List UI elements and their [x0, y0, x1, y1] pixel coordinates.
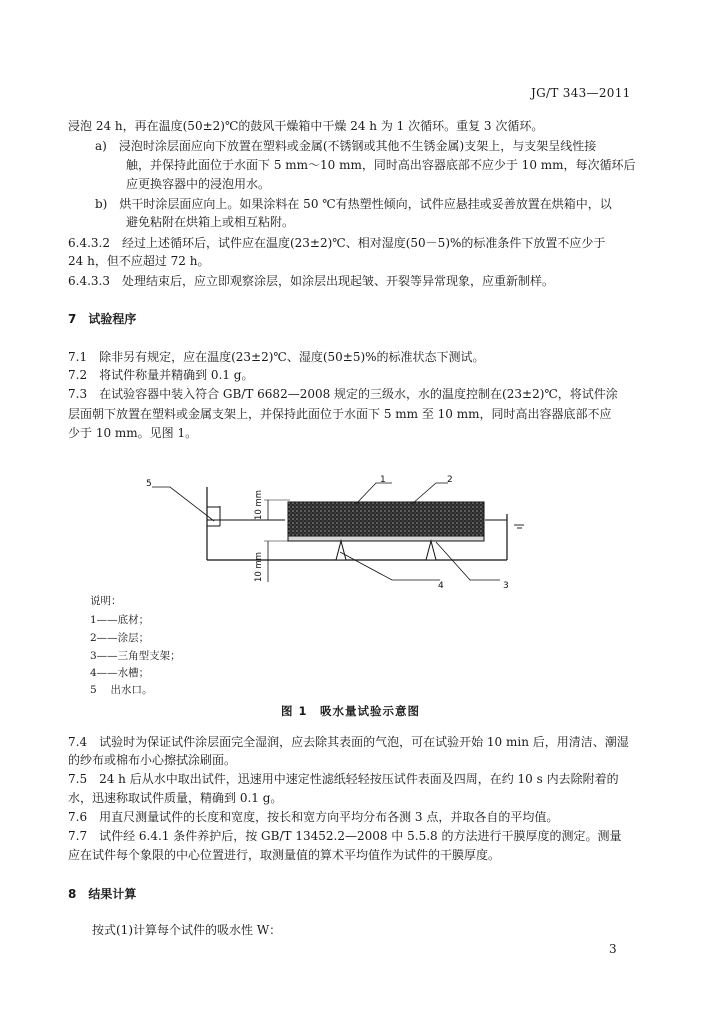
figure-1-diagram [0, 470, 706, 590]
legend-item: 5 出水口。 [90, 684, 153, 696]
clause-7-7-cont: 应在试件每个象限的中心位置进行，取测量值的算术平均值作为试件的干膜厚度。 [68, 848, 501, 862]
callout-1: 1 [380, 475, 386, 485]
section-8-heading: 8 结果计算 [68, 887, 137, 901]
clause-7-4: 7.4 试验时为保证试件涂层面完全湿润，应去除其表面的气泡，可在试验开始 10 min 后，用清洁、潮湿 [68, 735, 629, 749]
list-item-a-cont: 应更换容器中的浸泡用水。 [126, 177, 271, 191]
clause-7-5-cont: 水，迅速称取试件质量，精确到 0.1 g。 [68, 791, 283, 805]
clause-7-3-cont: 层面朝下放置在塑料或金属支架上，并保持此面位于水面下 5 mm 至 10 mm，同时高出容器底部不应 [68, 407, 612, 421]
water-outlet [207, 506, 220, 526]
clause-7-4-cont: 的纱布或棉布小心擦拭涂刷面。 [68, 753, 237, 767]
callout-3: 3 [503, 581, 509, 590]
section-7-heading: 7 试验程序 [68, 312, 137, 326]
page-number: 3 [609, 942, 617, 956]
clause-7-5: 7.5 24 h 后从水中取出试件，迅速用中速定性滤纸轻轻按压试件表面及四周，在约 10 s 内去除附着的 [68, 772, 619, 786]
clause-7-2: 7.2 将试件称量并精确到 0.1 g。 [68, 368, 254, 382]
list-item-b-cont: 避免粘附在烘箱上或相互粘附。 [126, 215, 295, 229]
standard-number: JG/T 343—2011 [531, 86, 631, 100]
formula-intro: 按式(1)计算每个试件的吸水性 W： [92, 923, 282, 937]
list-item-b: b) 烘干时涂层面应向上。如果涂料在 50 ℃有热塑性倾向，试件应悬挂或妥善放置在烘箱中，以 [95, 197, 612, 211]
coating-layer [288, 502, 484, 536]
list-item-a-cont: 触，并保持此面位于水面下 5 mm～10 mm，同时高出容器底部不应少于 10 mm，每次循环后 [126, 158, 636, 172]
callout-5: 5 [146, 479, 152, 489]
legend-item: 2——涂层； [90, 632, 150, 644]
clause-7-3: 7.3 在试验容器中装入符合 GB/T 6682—2008 规定的三级水，水的温度控制在(23±2)℃，将试件涂 [68, 387, 618, 401]
clause-6-4-3-2-cont: 24 h，但不应超过 72 h。 [68, 254, 210, 268]
clause-7-3-cont: 少于 10 mm。见图 1。 [68, 426, 198, 440]
clause-7-6: 7.6 用直尺测量试件的长度和宽度，按长和宽方向平均分布各测 3 点，并取各自的平均值。 [68, 810, 559, 824]
substrate [288, 536, 484, 541]
clause-7-7: 7.7 试件经 6.4.1 条件养护后，按 GB/T 13452.2—2008 中 5.5.8 的方法进行干膜厚度的测定。测量 [68, 829, 622, 843]
legend-item: 3——三角型支架； [90, 650, 181, 662]
list-item-a: a) 浸泡时涂层面应向下放置在塑料或金属(不锈钢或其他不生锈金属)支架上，与支架呈线性接 [95, 139, 597, 153]
dimension-markers [264, 500, 290, 582]
triangular-support [426, 541, 436, 560]
legend-title: 说明： [90, 595, 122, 607]
legend-item: 4——水槽； [90, 667, 150, 679]
triangular-support [336, 541, 346, 560]
clause-7-1: 7.1 除非另有规定，应在温度(23±2)℃、湿度(50±5)%的标准状态下测试。 [68, 350, 485, 364]
callout-2: 2 [447, 475, 453, 485]
clause-6-4-3-3: 6.4.3.3 处理结束后，应立即观察涂层，如涂层出现起皱、开裂等异常现象，应重新制样。 [68, 274, 554, 288]
callout-4: 4 [438, 581, 444, 590]
figure-caption: 图 1 吸水量试验示意图 [281, 704, 421, 718]
dimension-label-lower: 10 mm [254, 551, 264, 582]
legend-item: 1——底材； [90, 614, 150, 626]
paragraph-line: 浸泡 24 h，再在温度(50±2)℃的鼓风干燥箱中干燥 24 h 为 1 次循环。重复 3 次循环。 [68, 119, 544, 133]
clause-6-4-3-2: 6.4.3.2 经过上述循环后，试件应在温度(23±2)℃、相对湿度(50－5)%的标准条件下放置不应少于 [68, 236, 606, 250]
dimension-label-upper: 10 mm [254, 489, 264, 520]
